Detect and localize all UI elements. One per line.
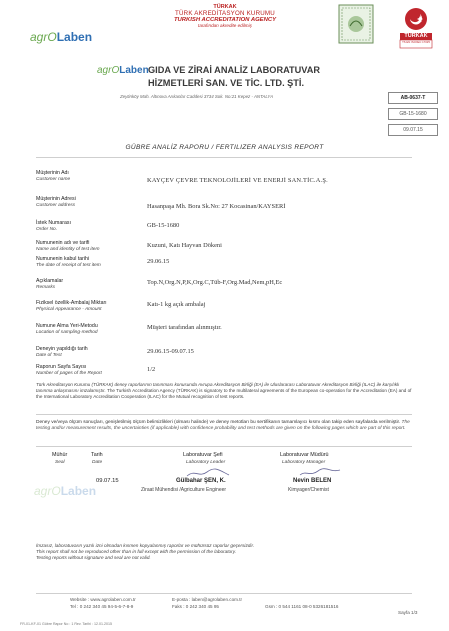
sig-header-manager: Laboratuvar Müdürü [280,452,329,458]
sig-header-manager-en: Laboratory Manager [282,460,326,465]
sig-manager-name: Nevin BELEN [293,478,332,484]
sig-header-leader-en: Laboratory Leader [186,460,226,465]
footer-note [36,543,426,562]
report-title: GÜBRE ANALİZ RAPORU / FERTILIZER ANALYSIS REPORT [125,144,324,151]
accreditation-agency-title [120,4,330,28]
field-customer-name-label: Müşterinin Adı [36,170,69,176]
sig-header-date: Tarih [91,452,103,458]
sig-header-seal-en: Seal [55,460,65,465]
field-physical-value: Katı-1 kg açık ambalaj [147,301,206,308]
contact-phone: Tel : 0 242 340 45 94-5-6-7-8-9 [70,604,134,609]
sig-leader-title: Ziraat Mühendisi /Agriculture Engineer [141,487,227,493]
field-physical-label-en: Physical Appearance - Amount [36,307,102,312]
accreditation-line2: TURKISH ACCREDITATION AGENCY [173,17,277,23]
brand-agro-main: agrO [97,65,120,76]
field-remarks-label-en: Remarks [36,285,56,290]
field-customer-address-label-en: Customer address [36,203,76,208]
field-test-date-label-en: Date of Test [36,353,62,358]
field-sample-name-label-en: Name and identity of test item [36,247,100,252]
lab-name-line2: HİZMETLERİ SAN. VE TİC. LTD. ŞTİ. [148,78,305,88]
field-sampling-label: Numune Alma Yeri-Metodu [36,323,98,329]
field-customer-name-value: KAYÇEV ÇEVRE TEKNOLOJİLERİ VE ENERJİ SAN.TİC.A.Ş. [147,177,328,184]
results-paragraph-tr: Deney ve/veya ölçüm sonuçları, genişletilmiş ölçüm belirsizlikleri (olması halinde) ve deney metotları bu sertifikanın tamamlayıcı kısmı olan takip eden sayfalarda verilmiştir. [36,420,401,425]
divider-middle [36,414,412,415]
field-sample-name-label: Numunenin adı ve tarifi [36,240,90,246]
field-physical-label: Fiziksel özellik-Ambalaj Miktarı [36,300,107,306]
brand-agro: agrO [30,30,57,44]
lab-address: Zeytinköy Mah. Altınova Arıkanlar Caddesi 3734 Sok. No:21 Kepez - ANTALYA [120,94,274,99]
brand-laben: Laben [56,30,93,44]
field-test-date-value: 29.06.15-09.07.15 [147,348,194,355]
company-stamp-watermark [34,484,96,498]
ref-date: 09.07.15 [403,127,423,133]
page-number: Sayfa 1/3 [398,610,418,615]
results-paragraph [36,420,416,433]
sig-header-seal: Mühür [52,452,68,458]
ref-order-number: GB-15-1680 [399,111,427,117]
field-sample-name-value: Kuzuni, Katı Hayvan Dökeni [147,242,222,249]
turkak-seal-text: TÜRKAK [404,33,428,39]
field-test-date-label: Deneyin yapıldığı tarih [36,346,88,352]
turkak-paragraph [36,382,416,400]
turkak-seal-sub: TS EN ISO/IEC 17025 [402,40,430,44]
turkak-paragraph-tr: Türk Akreditasyon Kurumu (TÜRKAK) deney raporlarının tanınması konusunda Avrupa Akreditasyon Birliği (EA) ile Uluslararası Laboratuvar Akreditasyon Birliği (ILAC) ile karşılıklı tanınma anlaşmasını imzalamıştır. [36,382,400,393]
field-receipt-date-label-en: The date of receipt of test item [36,263,101,268]
field-sampling-label-en: Location of sampling-method [36,330,98,335]
field-pages-label-en: Number of pages of the Report [36,371,102,376]
field-sampling-value: Müşteri tarafından alınmıştır. [147,324,222,331]
brand-logo-top [30,30,92,44]
contact-gsm: Gsm : 0 544 1161 08-0 5326181516 [265,604,339,609]
divider-footer [36,593,412,594]
field-pages-value: 1/2 [147,366,156,373]
sig-leader-name: Gülbahar ŞEN, K. [176,478,226,484]
lab-name-line1: GIDA VE ZİRAİ ANALİZ LABORATUVAR [148,65,320,75]
signature-leader-icon [185,466,235,478]
accreditation-line1: TÜRK AKREDİTASYON KURUMU [175,10,275,17]
turkak-seal-icon [396,5,436,49]
footer-note-en2: Testing reports without signature and seal are not valid. [36,555,151,561]
footer-note-tr: İmzasız, laboratuvarın yazılı izni olmadan kısmen kopyalanmış raporlar ve mühürsüz raporlar geçersizdir. [36,543,255,548]
divider-signatures [36,446,412,447]
contact-email[interactable]: E-posta : laben@agrolaben.com.tr [172,597,243,602]
field-receipt-date-label: Numunenin kabul tarihi [36,256,90,262]
contact-web[interactable]: Website : www.agrolaben.com.tr [70,597,136,602]
turkak-paragraph-en: The Turkish Accreditation Agency (TÜRKAK) is signatory to the multilateral agreements of the European co-operation for the Accreditation (EA) and of the International Laboratory Accreditation Cooperation (ILAC) for the Mutual recognition of test reports. [36,388,412,399]
field-customer-address-label: Müşterinin Adresi [36,196,76,202]
form-code: FR-01-KF-01 Gübre Rapor No : 1 Rev. Tarihi : 12.01.2015 [20,622,112,626]
field-order-no-label-en: Order No. [36,227,58,232]
stamp-agro: agrO [34,484,61,498]
footer-note-en: This report shall not be reproduced other than in full except with the permission of the laboratory. [36,549,237,555]
brand-laben-main: Laben [119,65,149,76]
field-customer-address-value: Hasanpaşa Mh. Bora Sk.No: 27 Kocasinan/KAYSERİ [147,203,286,210]
sig-header-date-en: Date [92,460,103,465]
ref-accreditation-number: AB-0637-T [400,95,426,101]
field-customer-name-label-en: Customer name [36,177,71,182]
field-pages-label: Raporun Sayfa Sayısı [36,364,87,370]
accreditation-short: TÜRKAK [213,4,237,10]
results-paragraph-en: The testing and/or measurement results, the uncertainties (if applicable) with confidence probability and test methods are given on the following pages which are part of this report. [36,420,410,432]
field-receipt-date-value: 29.06.15 [147,258,170,265]
field-remarks-label: Açıklamalar [36,278,64,284]
ministry-stamp-icon [338,4,374,44]
sig-manager-title: Kimyager/Chemist [288,487,329,493]
divider-top [36,157,412,158]
brand-logo-main [97,65,149,76]
ref-box-date [388,124,438,136]
contact-fax: Faks : 0 242 340 45 95 [172,604,219,609]
field-order-no-value: GB-15-1680 [147,222,180,229]
ref-box-accreditation [388,92,438,104]
signature-manager-icon [298,466,343,478]
sig-header-leader: Laboratuvar Şefi [183,452,223,458]
accreditation-line3: tarafından akredite edilmiş [198,23,252,28]
field-order-no-label: İstek Numarası [36,220,71,226]
stamp-laben: Laben [60,484,97,498]
sig-date-value: 09.07.15 [96,478,119,484]
ref-box-order [388,108,438,120]
field-remarks-value: Top.N,Org.N,P,K,Org.C,Tüb-F,Org.Mad,Nem,pH,Ec [147,279,283,286]
